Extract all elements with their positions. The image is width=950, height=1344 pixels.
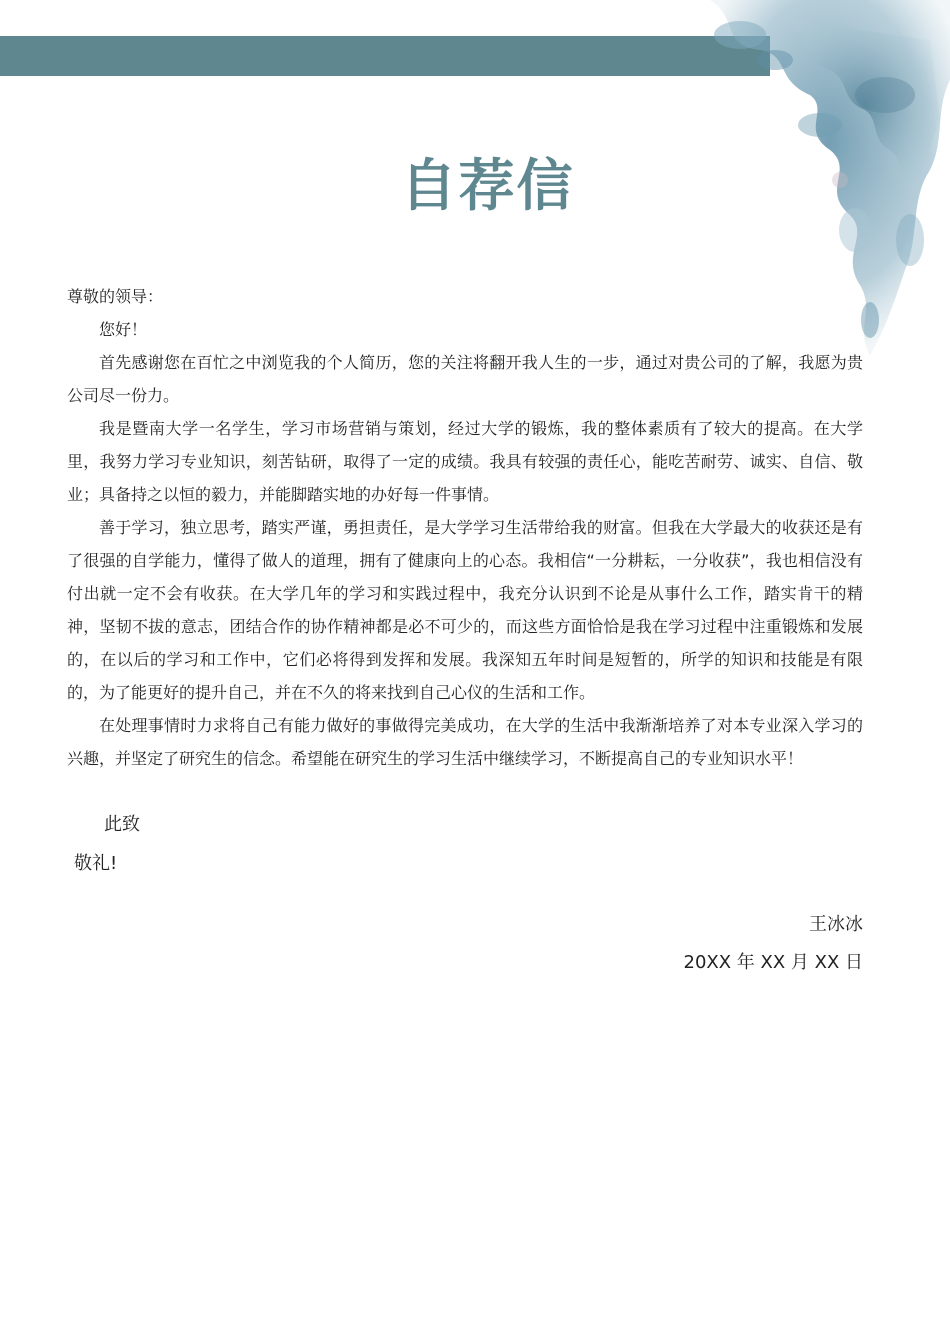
greeting: 您好！ [99,320,148,339]
paragraph-3: 善于学习，独立思考，踏实严谨，勇担责任，是大学学习生活带给我的财富。但我在大学最大的收获还是有了很强的自学能力，懂得了做人的道理，拥有了健康向上的心态。我相信“一分耕耘，一分收获”，我也相信没有付出就一定不会有收获。在大学几年的学习和实践过程中，我充分认识到不论是从事什么工作，踏实肯干的精神，坚韧不拔的意志，团结合作的协作精神都是必不可少的，而这些方面恰恰是我在学习过程中注重锻炼和发展的，在以后的学习和工作中，它们必将得到发挥和发展。我深知五年时间是短暂的，所学的知识和技能是有限的，为了能更好的提升自己，并在不久的将来找到自己心仪的生活和工作。 [67,518,863,702]
paragraph-2: 我是暨南大学一名学生，学习市场营销与策划，经过大学的锻炼，我的整体素质有了较大的提高。在大学里，我努力学习专业知识，刻苦钻研，取得了一定的成绩。我具有较强的责任心，能吃苦耐劳、诚实、自信、敬业；具备持之以恒的毅力，并能脚踏实地的办好每一件事情。 [67,419,863,504]
salute: 敬礼! [74,853,118,874]
salutation: 尊敬的领导： [67,287,164,306]
signature: 王冰冰 [809,914,863,935]
paragraph-1: 首先感谢您在百忙之中浏览我的个人简历，您的关注将翻开我人生的一步，通过对贵公司的了解，我愿为贵公司尽一份力。 [67,353,863,405]
page-title: 自荐信 [400,154,575,219]
paragraph-4: 在处理事情时力求将自己有能力做好的事做得完美成功，在大学的生活中我渐渐培养了对本专业深入学习的兴趣，并坚定了研究生的信念。希望能在研究生的学习生活中继续学习，不断提高自己的专业知识水平！ [67,716,863,768]
closing-phrase: 此致 [104,814,140,835]
header-band [0,36,770,76]
letter-body [67,280,863,775]
date: 20XX 年 XX 月 XX 日 [683,952,863,973]
